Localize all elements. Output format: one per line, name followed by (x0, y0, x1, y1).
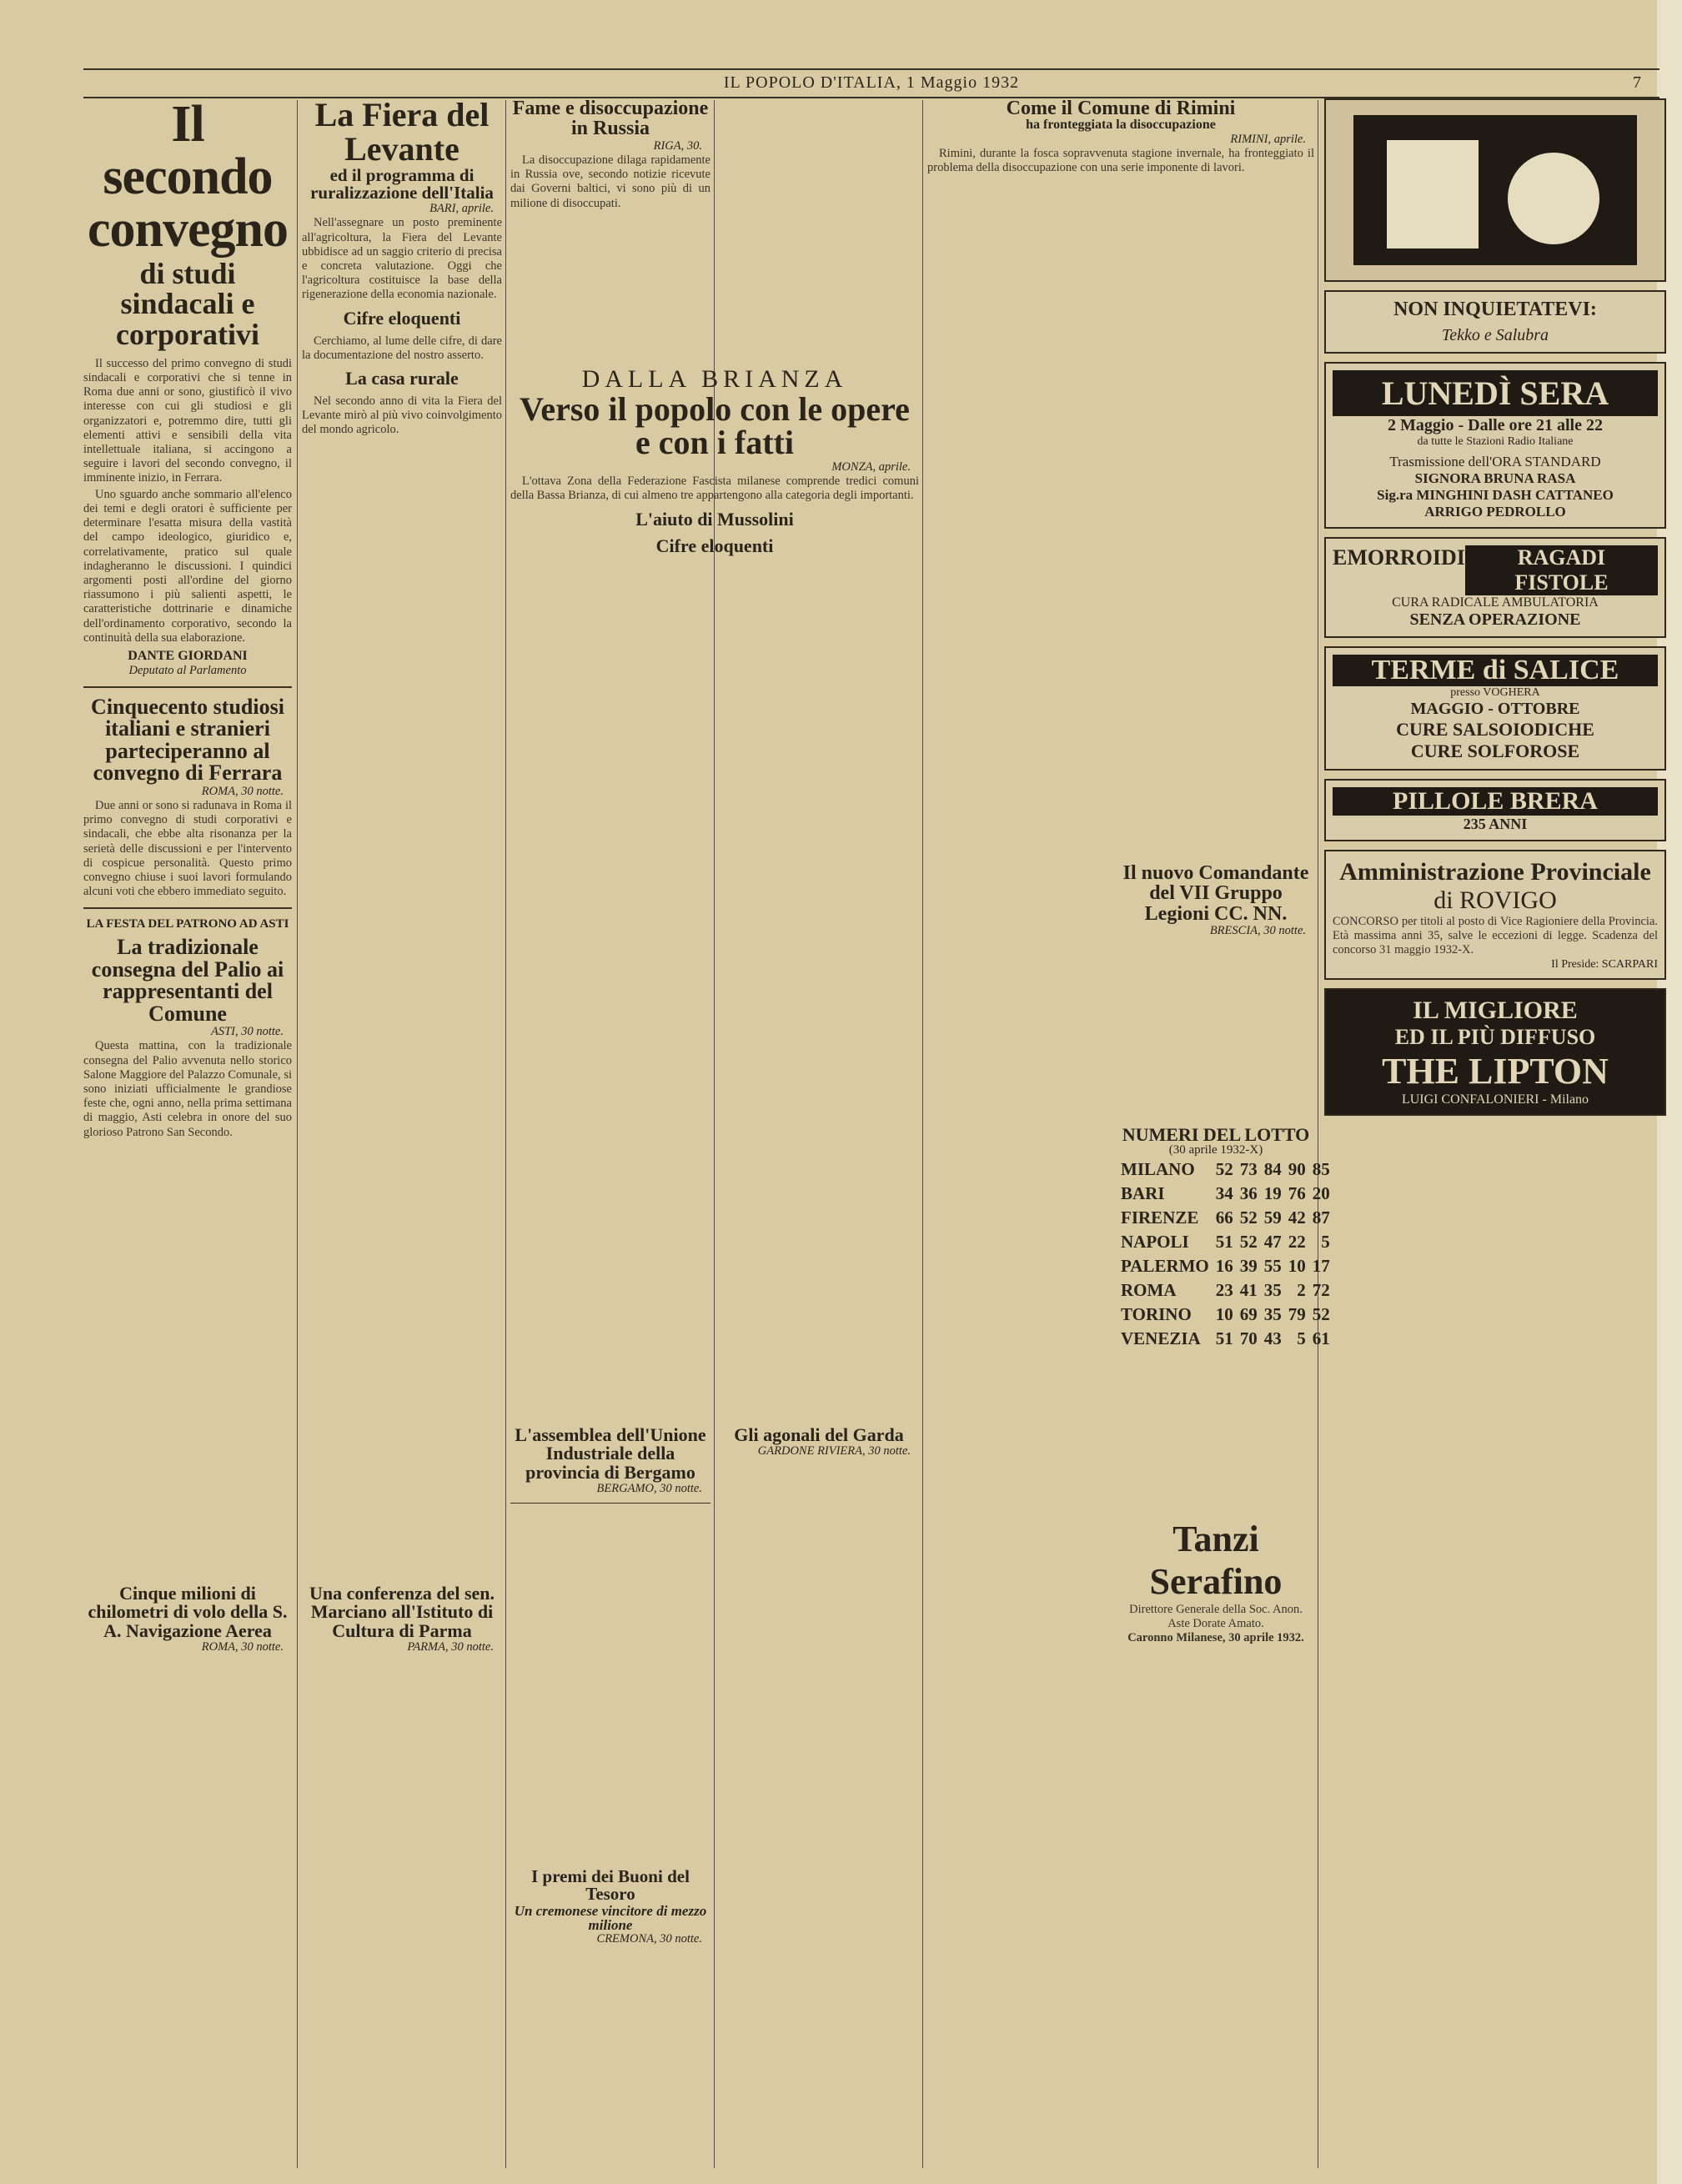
asti-title: La tradizionale consegna del Palio ai rappresentanti del Comune (91, 935, 284, 1026)
dateline: BERGAMO, 30 notte. (596, 1482, 702, 1496)
column-rule (297, 100, 298, 2168)
dateline: ROMA, 30 notte. (201, 1640, 284, 1654)
rovigo-title: Amministrazione Provinciale (1339, 858, 1651, 886)
assemblea-title: L'assemblea dell'Unione Industriale della provincia di Bergamo (515, 1424, 706, 1483)
rimini-title: Come il Comune di Rimini (1006, 98, 1236, 119)
rimini-body: Rimini, durante la fosca sopravvenuta stagione invernale, ha fronteggiato il problema della disoccupazione con una serie imponente di lavori. (927, 146, 1314, 174)
rovigo-sign: Il Preside: SCARPARI (1551, 957, 1658, 971)
garda-article (719, 1426, 919, 1459)
dateline: ROMA, 30 notte. (201, 784, 284, 798)
lotto-row: MILANO 52 73 84 90 85 (1121, 1158, 1330, 1179)
orchestra-line: Trasmissione dell'ORA STANDARD (1389, 454, 1601, 469)
buoni-subtitle: Un cremonese vincitore di mezzo milione (514, 1902, 707, 1934)
salubra-headline: NON INQUIETATEVI: (1393, 299, 1597, 320)
lipton-agent: LUIGI CONFALONIERI - Milano (1401, 1092, 1589, 1107)
kicker: LA FESTA DEL PATRONO AD ASTI (86, 917, 289, 931)
fiera-body: Nell'assegnare un posto preminente all'agricoltura, la Fiera del Levante ubbidisce ad un saggio criterio di precisa e concreta valutazione. Oggi che l'agricoltura costituisce la base della rigenerazione della economia nazionale. (302, 216, 502, 302)
conductor: ARRIGO PEDROLLO (1424, 504, 1566, 520)
column-3 (510, 98, 710, 213)
lotto-row: BARI 34 36 19 76 20 (1121, 1182, 1330, 1203)
comandante-title: Il nuovo Comandante del VII Gruppo Legioni CC. NN. (1122, 862, 1309, 925)
dateline: CREMONA, 30 notte. (596, 1932, 702, 1946)
lotto-date: (30 aprile 1932-X) (1168, 1143, 1263, 1157)
ragadi-label: RAGADI FISTOLE (1465, 545, 1658, 595)
lipton-brand: THE LIPTON (1382, 1050, 1609, 1092)
casa-body: Nel secondo anno di vita la Fiera del Levante mirò al più vivo coinvolgimento del mondo agricolo. (302, 394, 502, 437)
lotto-row: TORINO 10 69 35 79 52 (1121, 1303, 1330, 1324)
terme-cure1: CURE SALSOIODICHE (1396, 719, 1594, 740)
radio-ad (1324, 362, 1666, 529)
terme-season: MAGGIO - OTTOBRE (1410, 700, 1580, 718)
rovigo-notice (1324, 850, 1666, 980)
lotto-row: PALERMO 16 39 55 10 17 (1121, 1255, 1330, 1276)
volo-title: Cinque milioni di chilometri di volo della S. A. Navigazione Aerea (88, 1583, 288, 1641)
senza-line: SENZA OPERAZIONE (1409, 610, 1581, 629)
masthead (83, 68, 1659, 98)
pillole-title: PILLOLE BRERA (1333, 787, 1658, 816)
brianza-kicker: DALLA BRIANZA (581, 365, 848, 393)
lipton-top: IL MIGLIORE (1413, 996, 1578, 1024)
divider (510, 1503, 710, 1504)
lotto-title: NUMERI DEL LOTTO (1122, 1124, 1310, 1145)
emorroidi-label: EMORROIDI (1333, 545, 1465, 570)
singer-1: SIGNORA BRUNA RASA (1414, 470, 1576, 486)
lunedi-time: 2 Maggio - Dalle ore 21 alle 22 (1388, 416, 1603, 434)
lunedi-sub: da tutte le Stazioni Radio Italiane (1417, 435, 1574, 448)
column-3-bottom (510, 1426, 710, 1510)
article-title: Il secondo convegno (88, 96, 288, 259)
russia-title: Fame e disoccupazione in Russia (512, 98, 709, 140)
salubra-ad-illustration (1324, 98, 1666, 282)
column-2 (302, 98, 502, 439)
conferenza-title: Una conferenza del sen. Marciano all'Istituto di Cultura di Parma (309, 1583, 495, 1641)
pillole-ad (1324, 779, 1666, 841)
column-2-bottom (302, 1584, 502, 1654)
lotto-row: NAPOLI 51 52 47 22 5 (1121, 1231, 1330, 1252)
section-body: Due anni or sono si radunava in Roma il primo convegno di studi corporativi e sindacali, che ebbe alta risonanza per la serietà delle discussioni e per l'intervento di cospicue personalità. Questo primo convegno chiuse i suoi lavori formulando alcuni voti che ebbero immediato seguito. (83, 798, 292, 899)
cifre-body: Cerchiamo, al lume delle cifre, di dare la documentazione del nostro asserto. (302, 334, 502, 362)
salubra-illustration-icon (1337, 107, 1654, 274)
salubra-ad (1324, 290, 1666, 354)
rovigo-body: CONCORSO per titoli al posto di Vice Ragioniere della Provincia. Età massima anni 35, salve le eccezioni di legge. Scadenza del concorso 31 maggio 1932-X. (1333, 915, 1658, 957)
tanzi-place: Caronno Milanese, 30 aprile 1932. (1127, 1631, 1304, 1645)
tanzi-notice (1117, 1518, 1314, 1646)
article-subtitle: di studi sindacali e corporativi (116, 256, 259, 352)
lipton-mid: ED IL PIÙ DIFFUSO (1394, 1024, 1596, 1049)
terme-ad (1324, 646, 1666, 771)
subhead-aiuto: L'aiuto di Mussolini (635, 508, 794, 530)
terme-title: TERME di SALICE (1333, 655, 1658, 686)
subhead-cifre: Cifre eloquenti (343, 307, 461, 329)
dateline: PARMA, 30 notte. (407, 1640, 494, 1654)
dateline: GARDONE RIVIERA, 30 notte. (757, 1444, 911, 1459)
article-body: Il successo del primo convegno di studi sindacali e corporativi che si tenne in Roma due anni or sono, giustificò il vivo interesse con cui gli studiosi e gli organizzatori e, potremmo dire, tutti gli elementi attivi e sensibili della vita intellettuale italiana, si accingono a seguire i lavori del secondo convegno, il imminente inizio, in Ferrara. Uno sguardo anche sommario all'elenco dei temi e degli oratori è sufficiente per determinare l'esatta misura della vastità del campo ideologico, giuridico e, correlativamente, pratico sul quale indagheranno le discussioni. I quindici argomenti posti all'ordine del giorno riassumono i più salienti aspetti, le caratteristiche dottrinarie e dinamiche dell'ordinamento corporativo, secondo la continuità della sua elaborazione. (83, 356, 292, 645)
lotto-table (1117, 1157, 1333, 1351)
divider (83, 686, 292, 688)
terme-place: presso VOGHERA (1450, 686, 1540, 699)
cura-line: CURA RADICALE AMBULATORIA (1392, 595, 1599, 610)
column-rule (505, 100, 506, 2168)
dateline: BARI, aprile. (429, 202, 494, 216)
fiera-subtitle: ed il programma di ruralizzazione dell'Italia (310, 164, 494, 203)
rovigo-sub: di ROVIGO (1433, 886, 1557, 914)
comandante-article (1117, 863, 1314, 938)
dateline: RIGA, 30. (653, 138, 702, 153)
dateline: ASTI, 30 notte. (211, 1025, 284, 1039)
column-4 (927, 98, 1314, 177)
column-1 (83, 98, 292, 1142)
asti-body: Questa mattina, con la tradizionale consegna del Palio avvenuta nello storico Salone Maggiore del Palazzo Comunale, si sono iniziati ufficialmente le grandiose feste che, ogni anno, nella prima settimana di maggio, Asti celebra in onore del suo glorioso Patrono San Secondo. (83, 1039, 292, 1139)
author-signature: DANTE GIORDANI (128, 648, 248, 663)
terme-cure2: CURE SOLFOROSE (1410, 741, 1580, 761)
lotto-row: ROMA 23 41 35 2 72 (1121, 1279, 1330, 1300)
singer-2: Sig.ra MINGHINI DASH CATTANEO (1377, 487, 1614, 503)
brianza-article (510, 367, 919, 562)
tanzi-role: Direttore Generale della Soc. Anon. Aste Dorate Amato. (1129, 1603, 1303, 1631)
lotto-box (1117, 1124, 1330, 1351)
pillole-years: 235 ANNI (1463, 816, 1528, 832)
section-title: Cinquecento studiosi italiani e stranieri parteciperanno al convegno di Ferrara (91, 694, 284, 786)
column-1-bottom (83, 1584, 292, 1654)
brianza-title: Verso il popolo con le opere e con i fatti (520, 389, 910, 462)
dateline: RIMINI, aprile. (1230, 132, 1306, 146)
lipton-ad (1324, 988, 1666, 1116)
column-5-ads (1324, 98, 1666, 1124)
rimini-subtitle: ha fronteggiata la disoccupazione (1026, 118, 1216, 133)
salubra-brand: Tekko e Salubra (1441, 326, 1549, 344)
author-role: Deputato al Parlamento (128, 663, 247, 677)
masthead-title: IL POPOLO D'ITALIA, 1 Maggio 1932 (723, 73, 1020, 92)
lotto-row: FIRENZE 66 52 59 42 87 (1121, 1207, 1330, 1228)
dateline: BRESCIA, 30 notte. (1209, 924, 1306, 938)
lotto-row: VENEZIA 51 70 43 5 61 (1121, 1328, 1330, 1348)
buoni-article (510, 1868, 710, 1946)
divider (83, 907, 292, 909)
dateline: MONZA, aprile. (831, 460, 911, 474)
emorroidi-ad (1324, 537, 1666, 638)
subhead-casa: La casa rurale (345, 368, 459, 389)
buoni-title: I premi dei Buoni del Tesoro (531, 1866, 690, 1905)
page-number: 7 (1633, 73, 1641, 92)
column-rule (922, 100, 923, 2168)
subhead-cifre2: Cifre eloquenti (655, 535, 774, 556)
brianza-body: L'ottava Zona della Federazione Fascista milanese comprende tredici comuni della Bassa Brianza, di cui almeno tre appartengono alla categoria degli importanti. (510, 474, 919, 503)
tanzi-name: Tanzi Serafino (1149, 1519, 1283, 1602)
russia-body: La disoccupazione dilaga rapidamente in Russia ove, secondo notizie ricevute dai Governi baltici, vi sono più di un milione di disoccupati. (510, 153, 710, 210)
lunedi-banner: LUNEDÌ SERA (1333, 370, 1658, 416)
garda-title: Gli agonali del Garda (734, 1424, 904, 1445)
fiera-title: La Fiera del Levante (314, 96, 490, 168)
